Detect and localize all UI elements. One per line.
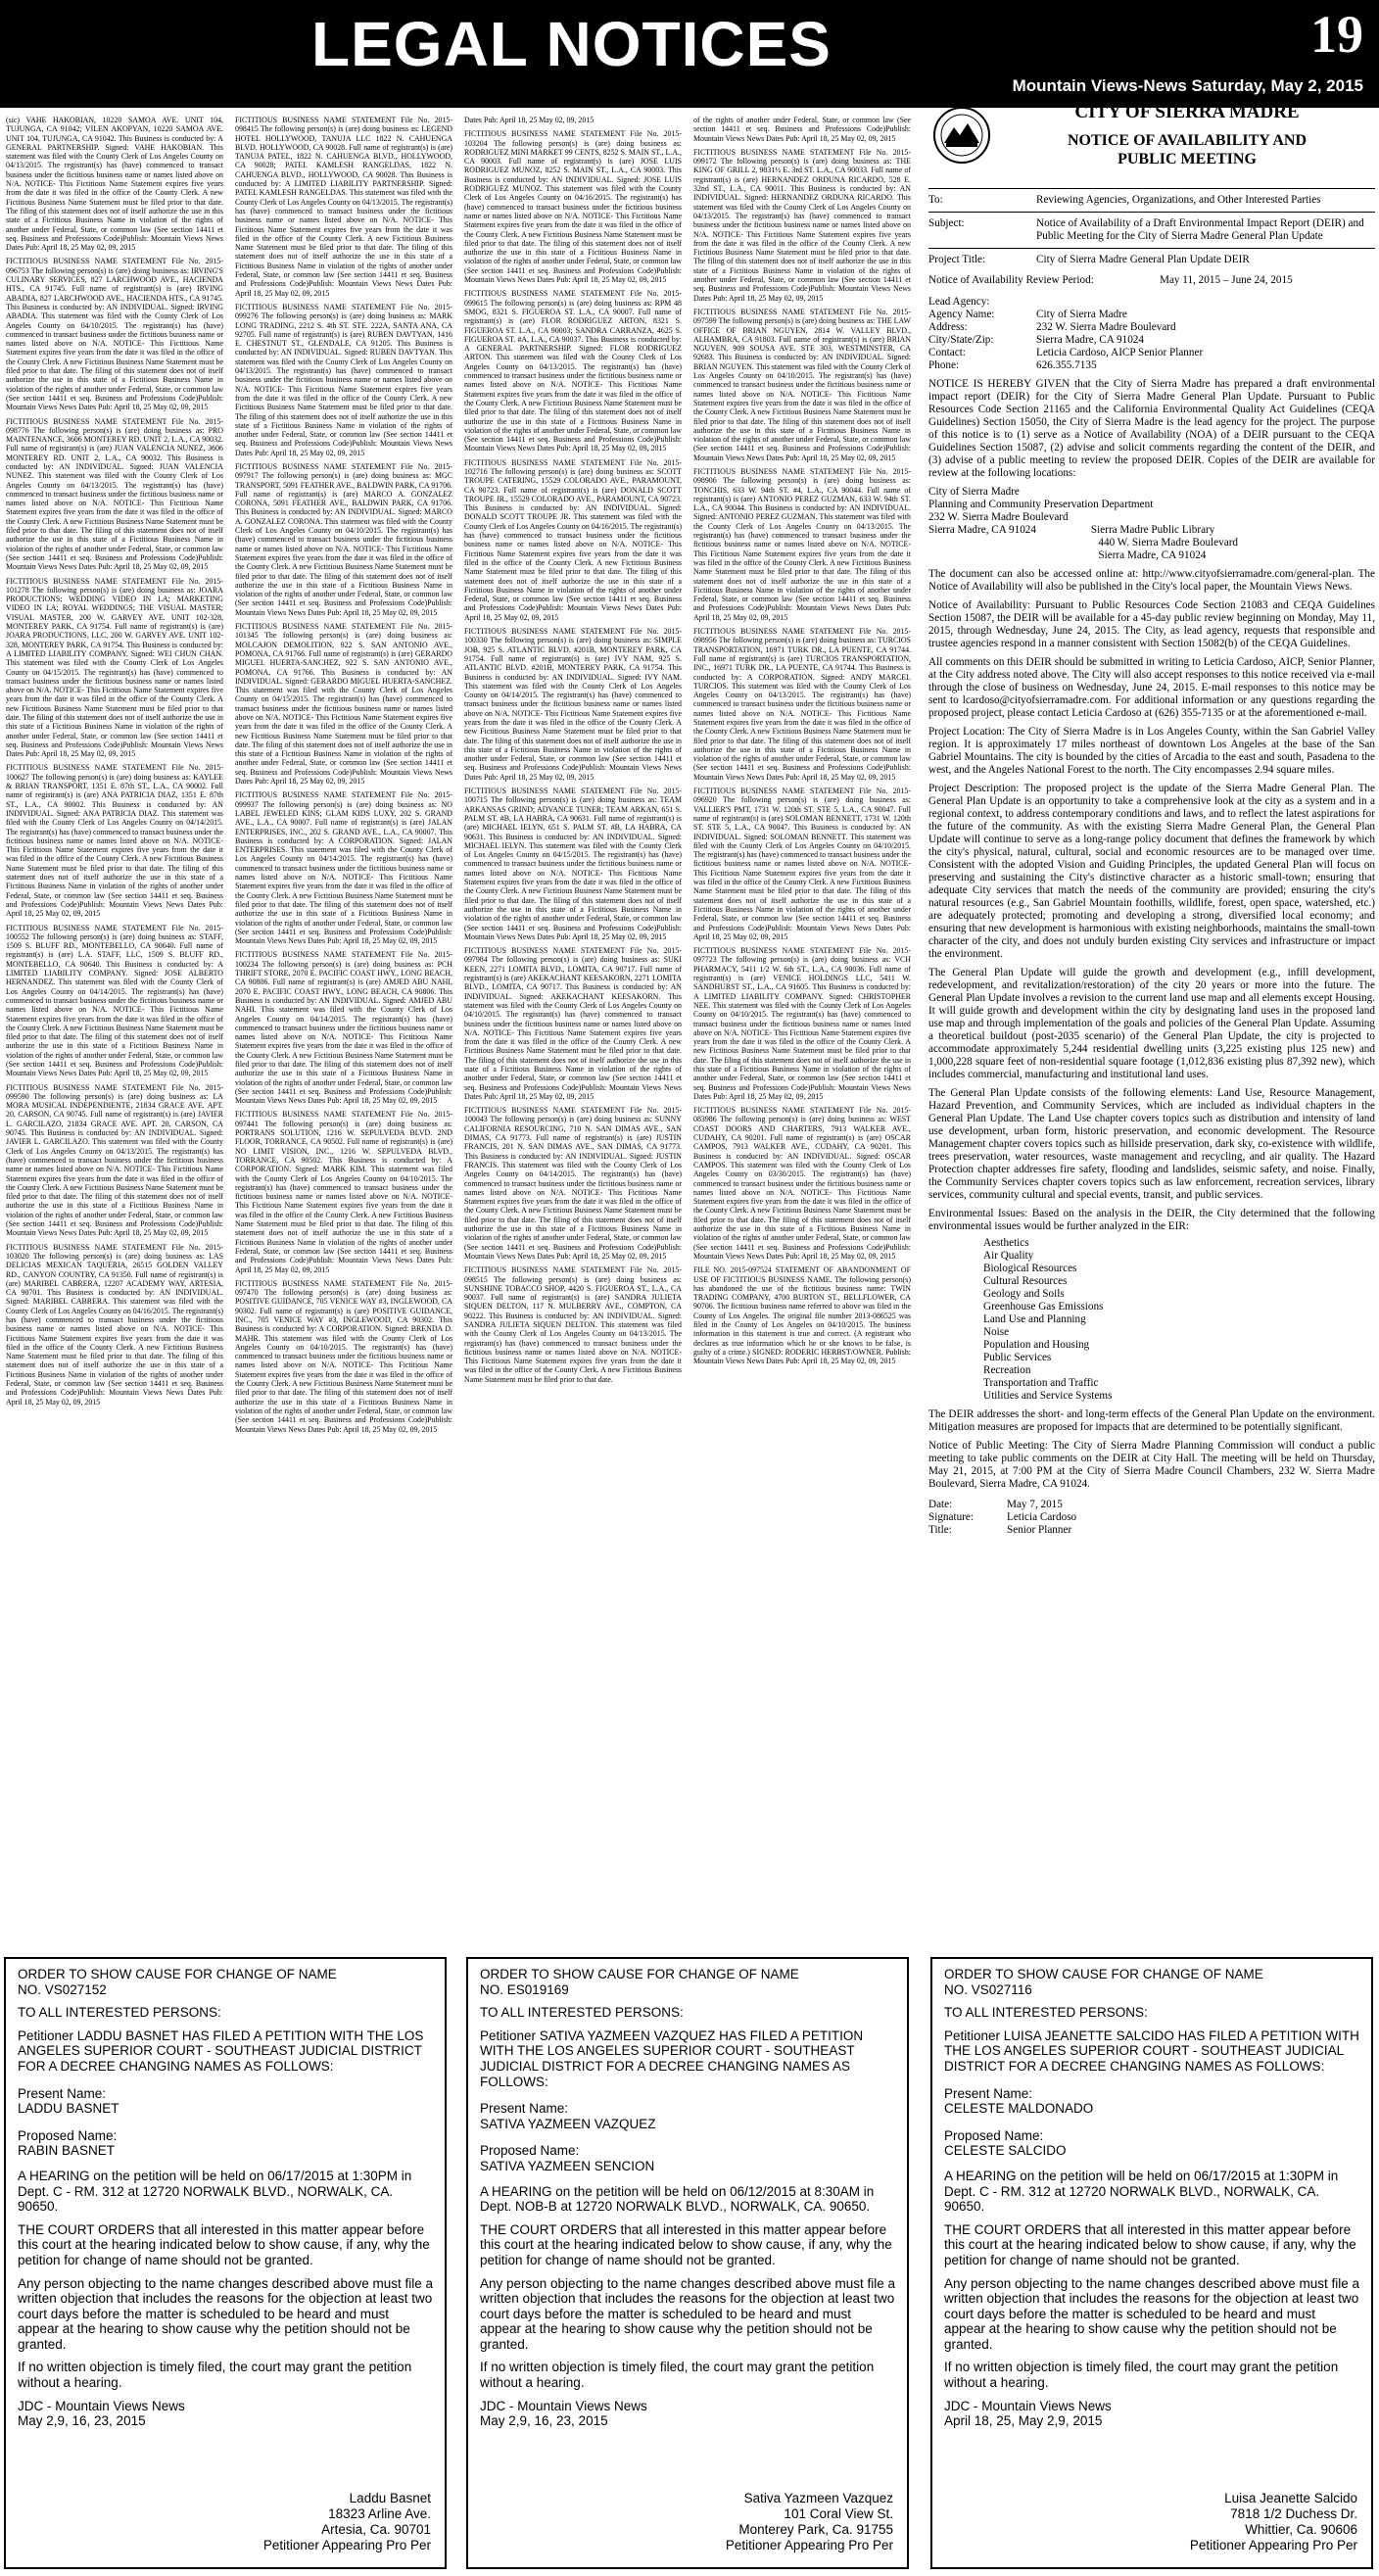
signature-label: Signature: — [928, 1511, 974, 1523]
signature-line: Monterey Park, Ca. 91755 — [738, 2522, 893, 2537]
proposed-name: RABIN BASNET — [18, 2143, 116, 2159]
memo-value: City of Sierra Madre General Plan Update DEIR — [1036, 254, 1250, 265]
fbn-notice: FICTITIOUS BUSINESS NAME STATEMENT File No. 2015-100627 The following person(s) is (are) doing business as: KAYLEE & BRIAN TRANSPORT, 1351 E. 87th ST., L.A., CA 90002. Full name of registrant(s) is (are) ANA PATRICIA DIAZ, 1351 E. 87th ST., L.A., CA 90002. This Business is conducted by: AN INDIVIDUAL. Signed: ANA PATRICIA DIAZ. This statement was filed with the County Clerk of Los Angeles County on 04/14/2015. The registrant(s) has (have) commenced to transact business under the fictitious business name or names listed above on N/A. NOTICE- This Fictitious Name Statement expires five years from the date it was filed in the office of the County Clerk. A new Fictitious Business Name Statement must be filed prior to that date. The filing of this statement does not of itself authorize the use in this state of a Fictitious Business Name in violation of the rights of another under Federal, State, or common law (See section 14411 et seq. Business and Professions Code)Publish: Mountain Views News Dates Pub: April 18, 25 May 02, 09, 2015 — [6, 763, 223, 919]
notice-title-line: NOTICE OF AVAILABILITY AND — [1067, 132, 1308, 149]
agency-label: Address: — [928, 321, 968, 333]
proposed-name: CELESTE SALCIDO — [944, 2143, 1067, 2159]
fbn-notice: of the rights of another under Federal, State, or common law (See section 14411 et seq. Business and Professions Code)Publish: Mountain Views News Dates Pub: April 18, 25 May 02, 09, 2015 — [693, 116, 911, 143]
location-line: City of Sierra Madre — [928, 486, 1020, 498]
signature-value: May 7, 2015 — [1007, 1499, 1063, 1510]
signature-label: Title: — [928, 1524, 952, 1536]
fbn-notice: FICTITIOUS BUSINESS NAME STATEMENT File No. 2015-101278 The following person(s) is (are) doing business as: JOARA PRODUCTIONS; WEDDING VIDEO IN LA; MARKETING VIDEO IN LA; ROYAL WEDDINGS; THE VISUAL MASTER; VISUAL MASTER, 200 W. GARVEY AVE. UNIT 102-328, MONTEREY PARK, CA 91754. Full name of registrant(s) is (are) JOARA PRODUCTIONS, LLC, 200 W. GARVEY AVE. UNIT 102-328, MONTEREY PARK, CA 91754. This Business is conducted by: A LIMITED LIABILITY COMPANY. Signed: WEI CHUN CHAN. This statement was filed with the County Clerk of Los Angeles County on 04/15/2015. The registrant(s) has (have) commenced to transact business under the fictitious business name or names listed above on N/A. NOTICE- This Fictitious Name Statement expires five years from the date it was filed in the office of the County Clerk. A new Fictitious Business Name Statement must be filed prior to that date. The filing of this statement does not of itself authorize the use in this state of a Fictitious Business Name in violation of the rights of another under Federal, State, or common law (See section 14411 et seq. Business and Professions Code)Publish: Mountain Views News Dates Pub: April 18, 25 May 02, 09, 2015 — [6, 576, 223, 759]
lead-agency-heading: Lead Agency: — [928, 296, 990, 308]
osc-heading-text: ORDER TO SHOW CAUSE FOR CHANGE OF NAME — [18, 1967, 337, 1981]
publication-name: JDC - Mountain Views News — [480, 2398, 647, 2413]
divider — [928, 212, 1375, 213]
signature-line: Petitioner Appearing Pro Per — [1189, 2538, 1357, 2552]
memo-value: Reviewing Agencies, Organizations, and Other Interested Parties — [1036, 194, 1321, 206]
agency-label: Contact: — [928, 347, 966, 358]
fbn-notice: FICTITIOUS BUSINESS NAME STATEMENT File No. 2015-099172 The following person(s) is (are) doing business as: THE KING OF GRILL 2, 9831½ E. 3rd ST. L.A., CA 90033. Full name of registrant(s) is (are) HERNANDEZ ORDUNA RICARDO, 528 E. 32nd ST., L.A., CA 90011. This Business is conducted by: AN INDIVIDUAL. Signed: HERNANDEZ ORDUNA RICARDO. This statement was filed with the County Clerk of Los Angeles County on 04/13/2015. The registrant(s) has (have) commenced to transact business under the fictitious business name or names listed above on N/A. NOTICE- This Fictitious Name Statement expires five years from the date it was filed in the office of the County Clerk. A new Fictitious Business Name Statement must be filed prior to that date. The filing of this statement does not of itself authorize the use in this state of a Fictitious Business Name in violation of the rights of another under Federal, State, or common law (See section 14411 et seq. Business and Professions Code)Publish: Mountain Views News Dates Pub: April 18, 25 May 02, 09, 2015 — [693, 147, 911, 303]
environmental-issue: Geology and Soils — [983, 1288, 1065, 1300]
to-all-persons: TO ALL INTERESTED PERSONS: — [18, 2005, 221, 2021]
signature-row — [928, 1511, 1375, 1524]
agency-row — [928, 347, 1375, 359]
fbn-notice: FICTITIOUS BUSINESS NAME STATEMENT File No. 2015-103020 The following person(s) is (are) doing business as: LAS DELICIAS MEXICAN TAQUERIA, 26515 GOLDEN VALLEY RD., CANYON COUNTRY, CA 91350. Full name of registrant(s) is (are) MARIBEL CABRERA, 12207 ACADEMY WAY, ARTESIA, CA 90701. This Business is conducted by: AN INDIVIDUAL. Signed: MARIBEL CABRERA. This statement was filed with the County Clerk of Los Angeles County on 04/16/2015. The registrant(s) has (have) commenced to transact business under the fictitious business name or names listed above on N/A. NOTICE- This Fictitious Name Statement expires five years from the date it was filed in the office of the County Clerk. A new Fictitious Business Name Statement must be filed prior to that date. The filing of this statement does not of itself authorize the use in this state of a Fictitious Business Name in violation of the rights of another under Federal, State, or common law (See section 14411 et seq. Business and Professions Code)Publish: Mountain Views News Dates Pub: April 18, 25 May 02, 09, 2015 — [6, 1242, 223, 1407]
memo-value: May 11, 2015 – June 24, 2015 — [1160, 274, 1293, 286]
name-change-notice — [930, 1957, 1373, 2569]
osc-heading — [480, 1967, 895, 1997]
divider — [928, 188, 1375, 189]
environmental-issue: Biological Resources — [983, 1263, 1077, 1274]
agency-row — [928, 321, 1375, 334]
location-line: Sierra Madre, CA 91024 Sierra Madre Public Library — [928, 524, 1215, 536]
fbn-notice: FICTITIOUS BUSINESS NAME STATEMENT File No. 2015-098906 The following person(s) is (are) doing business as: TONCHIS, 633 W. 94th ST. #4, L.A., CA 90044. Full name of registrant(s) is (are) ANTONIO PEREZ GUZMAN, 633 W. 94th ST. L.A., CA 90044. This Business is conducted by: AN INDIVIDUAL. Signed: ANTONIO PEREZ GUZMAN. This statement was filed with the County Clerk of Los Angeles County on 04/13/2015. The registrant(s) has (have) commenced to transact business under the fictitious business name or names listed above on N/A. NOTICE- This Fictitious Name Statement expires five years from the date it was filed in the office of the County Clerk. A new Fictitious Business Name Statement must be filed prior to that date. The filing of this statement does not of itself authorize the use in this state of a Fictitious Business Name in violation of the rights of another under Federal, State, or common law (See section 14411 et seq. Business and Professions Code)Publish: Mountain Views News Dates Pub: April 18, 25 May 02, 09, 2015 — [693, 466, 911, 622]
agency-value: 232 W. Sierra Madre Boulevard — [1036, 321, 1176, 333]
signature-line: 101 Coral View St. — [784, 2506, 893, 2521]
fbn-notice: FICTITIOUS BUSINESS NAME STATEMENT File No. 2015-100234 The following person(s) is (are) doing business as: PCH THRIFT STORE, 2070 E. PACIFIC COAST HWY., LONG BEACH, CA 90806. Full name of registrant(s) is (are) AMJED ABU NAHI, 2070 E. PACIFIC COAST HWY., LONG BEACH, CA 90806. This Business is conducted by: AN INDIVIDUAL. Signed: AMJED ABU NAHI. This statement was filed with the County Clerk of Los Angeles County on 04/14/2015. The registrant(s) has (have) commenced to transact business under the fictitious business name or names listed above on N/A. NOTICE- This Fictitious Name Statement expires five years from the date it was filed in the office of the County Clerk. A new Fictitious Business Name Statement must be filed prior to that date. The filing of this statement does not of itself authorize the use in this state of a Fictitious Business Name in violation of the rights of another under Federal, State, or common law (See section 14411 et seq. Business and Professions Code)Publish: Mountain Views News Dates Pub: April 18, 25 May 02, 09, 2015 — [235, 950, 452, 1106]
fbn-column-3 — [464, 116, 682, 1947]
agency-label: Phone: — [928, 359, 960, 371]
signature-line: Whittier, Ca. 90606 — [1245, 2522, 1357, 2537]
fbn-notice: FICTITIOUS BUSINESS NAME STATEMENT File No. 2015-097470 The following person(s) is (are) doing business as: POSITIVE GUIDANCE, 705 VENICE WAY #3, INGLEWOOD, CA 90302. Full name of registrant(s) is (are) POSITIVE GUIDANCE, INC., 705 VENICE WAY #3, INGLEWOOD, CA 90302. This Business is conducted by: A CORPORATION. Signed: BRENDA D. MAHR. This statement was filed with the County Clerk of Los Angeles County on 04/10/2015. The registrant(s) has (have) commenced to transact business under the fictitious business name or names listed above on N/A. NOTICE- This Fictitious Name Statement expires five years from the date it was filed in the office of the County Clerk. A new Fictitious Business Name Statement must be filed prior to that date. The filing of this statement does not of itself authorize the use in this state of a Fictitious Business Name in violation of the rights of another under Federal, State, or common law (See section 14411 et seq. Business and Professions Code)Publish: Mountain Views News Dates Pub: April 18, 25 May 02, 09, 2015 — [235, 1278, 452, 1434]
environmental-issue: Land Use and Planning — [983, 1313, 1086, 1325]
city-seal-icon — [932, 106, 991, 165]
objection-text: Any person objecting to the name changes described above must file a written objection that includes the reasons for the objection at least two court days before the matter is scheduled to be heard and must appear at the hearing to show cause why the petition should not be granted. — [18, 2275, 434, 2352]
signature-line: Laddu Basnet — [349, 2491, 431, 2505]
case-number: NO. ES019169 — [480, 1981, 569, 1997]
publication-name: JDC - Mountain Views News — [944, 2398, 1112, 2413]
petitioner-signature — [726, 2491, 893, 2553]
signature-line: 7818 1/2 Duchess Dr. — [1230, 2506, 1357, 2521]
elements-paragraph: The General Plan Update consists of the following elements: Land Use, Resource Management, Hazard Prevention, and Community Services, which are included as individual chapters in the General Plan Update. The Land Use chapter covers topics such as distribution and intensity of land use development, urban form, historic preservation, and economic development. The Resource Management chapter covers topics such as hillside preservation, dark sky, co-existence with wildlife, trees preservation, water resources, waste management and recycling, and air quality. The Hazard Protection chapter addresses fire safety, flooding and landslides, seismic safety, and noise. Finally, the Community Services chapter covers topics such as law enforcement, recreation services, library services, community cultural and special events, transit, and public services. — [928, 1087, 1375, 1201]
proposed-name: SATIVA YAZMEEN SENCION — [480, 2158, 655, 2173]
publication-dates: May 2,9, 16, 23, 2015 — [480, 2413, 608, 2429]
agency-row — [928, 359, 1375, 372]
court-orders-text: THE COURT ORDERS that all interested in this matter appear before this court at the hearing indicated below to show cause, if any, why the petition for change of name should not be granted. — [480, 2221, 892, 2267]
fbn-notice: FICTITIOUS BUSINESS NAME STATEMENT File No. 2015-097441 The following person(s) is (are) doing business as: PORTRANS SOLUTION, 1216 W. SEPULVEDA BLVD. 2ND FLOOR, TORRANCE, CA 90502. Full name of registrant(s) is (are) NO LIMIT VISION, INC., 1216 W. SEPULVEDA BLVD., TORRANCE, CA 90502. This Business is conducted by: A CORPORATION. Signed: MARK KIM. This statement was filed with the County Clerk of Los Angeles County on 04/10/2015. The registrant(s) has (have) commenced to transact business under the fictitious business name or names listed above on N/A. NOTICE- This Fictitious Name Statement expires five years from the date it was filed in the office of the County Clerk. A new Fictitious Business Name Statement must be filed prior to that date. The filing of this statement does not of itself authorize the use in this state of a Fictitious Business Name in violation of the rights of another under Federal, State, or common law (See section 14411 et seq. Business and Professions Code)Publish: Mountain Views News Dates Pub: April 18, 25 May 02, 09, 2015 — [235, 1110, 452, 1274]
present-name-label: Present Name: — [18, 2085, 107, 2101]
growth-paragraph: The General Plan Update will guide the growth and development (e.g., infill development, redevelopment, and revitalization/restoration) of the city 20 years or more into the future. The General Plan Update involves a revision to the current land use map and all elements except Housing. It will guide growth and development within the city by designating land uses in the proposed land use map and through implementation of the goals and policies of the General Plan Update. Assuming a theoretical buildout (post-2035 scenario) of the General Plan Update, the city is projected to accommodate approximately 5,244 residential dwelling units (3,225 existing plus 125 new) and 1,000,228 square feet of non-residential square footage (1,012,836 existing plus 87,392 new), which includes commercial, manufacturing and institutional land uses. — [928, 967, 1375, 1080]
fbn-notice: FICTITIOUS BUSINESS NAME STATEMENT File No. 2015-097599 The following person(s) is (are) doing business as: THE LAW OFFICE OF BRIAN NGUYEN, 2814 W. VALLEY BLVD., ALHAMBRA, CA 91803. Full name of registrant(s) is (are) BRIAN NGUYEN, 909 SOUSA AVE. STE 303, WESTMINSTER, CA 92683. This Business is conducted by: AN INDIVIDUAL. Signed: BRIAN NGUYEN. This statement was filed with the County Clerk of Los Angeles County on 04/10/2015. The registrant(s) has (have) commenced to transact business under the fictitious business name or names listed above on N/A. NOTICE- This Fictitious Name Statement expires five years from the date it was filed in the office of the County Clerk. A new Fictitious Business Name Statement must be filed prior to that date. The filing of this statement does not of itself authorize the use in this state of a Fictitious Business Name in violation of the rights of another under Federal, State, or common law (See section 14411 et seq. Business and Professions Code)Publish: Mountain Views News Dates Pub: April 18, 25 May 02, 09, 2015 — [693, 307, 911, 462]
location-paragraph: Project Location: The City of Sierra Madre is in Los Angeles County, within the San Gabriel Valley region. It is approximately 17 miles northeast of downtown Los Angeles at the base of the San Gabriel Mountains. The city is bounded by the cities of Arcadia to the east and south, Pasadena to the west, and the Angeles National Forest to the north. The City encompasses 2.94 square miles. — [928, 726, 1375, 776]
fbn-notice: FICTITIOUS BUSINESS NAME STATEMENT File No. 2015-096920 The following person(s) is (are) doing business as: VALLIER'S PMT, 1731 W. 120th ST. STE 5, L.A., CA 90047. Full name of registrant(s) is (are) SOLOMAN BENNETT, 1731 W. 120th ST. STE 5, L.A., CA 90047. This Business is conducted by: AN INDIVIDUAL. Signed: SOLOMAN BENNETT. This statement was filed with the County Clerk of Los Angeles County on 04/10/2015. The registrant(s) has (have) commenced to transact business under the fictitious business name or names listed above on N/A. NOTICE- This Fictitious Name Statement expires five years from the date it was filed in the office of the County Clerk. A new Fictitious Business Name Statement must be filed prior to that date. The filing of this statement does not of itself authorize the use in this state of a Fictitious Business Name in violation of the rights of another under Federal, State, or common law (See section 14411 et seq. Business and Professions Code)Publish: Mountain Views News Dates Pub: April 18, 25 May 02, 09, 2015 — [693, 787, 911, 941]
present-name-label: Present Name: — [944, 2085, 1033, 2101]
issues-paragraph: Environmental Issues: Based on the analysis in the DEIR, the City determined that the following environmental issues would be further analyzed in the EIR: — [928, 1208, 1375, 1232]
memo-subject — [928, 216, 1375, 244]
no-objection-text: If no written objection is timely filed, the court may grant the petition without a hearing. — [18, 2360, 412, 2391]
signature-line: Petitioner Appearing Pro Per — [262, 2538, 431, 2552]
page-number: 19 — [1310, 5, 1363, 64]
court-orders-text: THE COURT ORDERS that all interested in this matter appear before this court at the hearing indicated below to show cause, if any, why the petition for change of name should not be granted. — [18, 2221, 430, 2267]
environmental-issue: Public Services — [983, 1352, 1052, 1363]
present-name-label: Present Name: — [480, 2101, 569, 2117]
comments-paragraph: All comments on this DEIR should be submitted in writing to Leticia Cardoso, AICP, Senior Planner, at the City address noted above. The City will also accept responses to this notice received via e-mail through the close of business on Wednesday, June 24, 2015. E-mail responses to this notice may be sent to lcardoso@cityofsierramadre.com. For additional information or any questions regarding the proposed project, please contact Leticia Cardoso at (626) 355-7135 or at the aforementioned e-mail. — [928, 656, 1375, 719]
fbn-notice: FICTITIOUS BUSINESS NAME STATEMENT File No. 2015-099590 The following person(s) is (are) doing business as: LA MORA MUSICAL INDEPENDIENTE, 21834 GRACE AVE. APT. 20, CARSON, CA 90745. Full name of registrant(s) is (are) JAVIER L. GARCILAZO, 21834 GRACE AVE. APT. 20, CARSON, CA 90745. This Business is conducted by: AN INDIVIDUAL. Signed: JAVIER L. GARCILAZO. This statement was filed with the County Clerk of Los Angeles County on 04/13/2015. The registrant(s) has (have) commenced to transact business under the fictitious business name or names listed above on N/A. NOTICE- This Fictitious Name Statement expires five years from the date it was filed in the office of the County Clerk. A new Fictitious Business Name Statement must be filed prior to that date. The filing of this statement does not of itself authorize the use in this state of a Fictitious Business Name in violation of the rights of another under Federal, State, or common law (See section 14411 et seq. Business and Professions Code)Publish: Mountain Views News Dates Pub: April 18, 25 May 02, 09, 2015 — [6, 1082, 223, 1238]
online-paragraph: The document can also be accessed online at: http://www.cityofsierramadre.com/general-plan. The Notice of Availability will also be published in the City's local paper, the Mountain Views News. — [928, 568, 1375, 593]
present-name: CELESTE MALDONADO — [944, 2101, 1094, 2117]
no-objection-text: If no written objection is timely filed, the court may grant the petition without a hearing. — [480, 2360, 875, 2391]
agency-label: Agency Name: — [928, 309, 995, 320]
signature-block — [928, 1499, 1375, 1537]
fbn-notice: FICTITIOUS BUSINESS NAME STATEMENT File No. 2015-099937 The following person(s) is (are) doing business as: NO LABEL JEWELED KINS; GLAM KIDS LUXY, 202 S. GRAND AVE., L.A., CA 90007. Full name of registrant(s) is (are) JALAN ENTERPRISES, INC., 202 S. GRAND AVE., L.A., CA 90007. This Business is conducted by: A CORPORATION. Signed: JALAN ENTERPRISES. This statement was filed with the County Clerk of Los Angeles County on 04/14/2015. The registrant(s) has (have) commenced to transact business under the fictitious business name or names listed above on N/A. NOTICE- This Fictitious Name Statement expires five years from the date it was filed in the office of the County Clerk. A new Fictitious Business Name Statement must be filed prior to that date. The filing of this statement does not of itself authorize the use in this state of a Fictitious Business Name in violation of the rights of another under Federal, State, or common law (See section 14411 et seq. Business and Professions Code)Publish: Mountain Views News Dates Pub: April 18, 25 May 02, 09, 2015 — [235, 790, 452, 946]
fbn-notice: FICTITIOUS BUSINESS NAME STATEMENT File No. 2015-100043 The following person(s) is (are) doing business as: SUNNY CALIFORNIA RESOURCING, 710 N. SAN DIMAS AVE., SAN DIMAS, CA 91773. Full name of registrant(s) is (are) JUSTIN FRANCIS, 201 N. SAN DIMAS AVE., SAN DIMAS, CA 91773. This Business is conducted by: AN INDIVIDUAL. Signed: JUSTIN FRANCIS. This statement was filed with the County Clerk of Los Angeles County on 04/14/2015. The registrant(s) has (have) commenced to transact business under the fictitious business name or names listed above on N/A. NOTICE- This Fictitious Name Statement expires five years from the date it was filed in the office of the County Clerk. A new Fictitious Business Name Statement must be filed prior to that date. The filing of this statement does not of itself authorize the use in this state of a Fictitious Business Name in violation of the rights of another under Federal, State, or common law (See section 14411 et seq. Business and Professions Code)Publish: Mountain Views News Dates Pub: April 18, 25 May 02, 09, 2015 — [464, 1106, 682, 1261]
location-line: 440 W. Sierra Madre Boulevard — [928, 537, 1239, 549]
signature-value: Leticia Cardoso — [1007, 1511, 1077, 1523]
fbn-notice: FICTITIOUS BUSINESS NAME STATEMENT File No. 2015-098415 The following person(s) is (are) doing business as: LEGEND HOTEL HOLLYWOOD, TANUJA LLC 1822 N. CAHUENGA BLVD. HOLLYWOOD, CA 90028. Full name of registrant(s) is (are) TANUJA PATEL, 1822 N. CAHUENGA BLVD., HOLLYWOOD, CA 90028; PATEL KAMLESH RANGELDAS, 1822 N. CAHUENGA BLVD., HOLLYWOOD, CA 90028. This Business is conducted by: A LIMITED LIABILITY PARTNERSHIP. Signed: PATEL KAMLESH RANGELDAS. This statement was filed with the County Clerk of Los Angeles County on 04/13/2015. The registrant(s) has (have) commenced to transact business under the fictitious business name or names listed above on N/A. NOTICE- This Fictitious Name Statement expires five years from the date it was filed in the office of the County Clerk. A new Fictitious Business Name Statement must be filed prior to that date. The filing of this statement does not of itself authorize the use in this state of a Fictitious Business Name in violation of the rights of another under Federal, State, or common law (See section 14411 et seq. Business and Professions Code)Publish: Mountain Views News Dates Pub: April 18, 25 May 02, 09, 2015 — [235, 116, 452, 298]
fbn-notice: FICTITIOUS BUSINESS NAME STATEMENT File No. 2015-101345 The following person(s) is (are) doing business as: MOLCAJON DEMOLITION, 922 S. SAN ANTONIO AVE., POMONA, CA 91766. Full name of registrant(s) is (are) GERARDO MIGUEL HUERTA-SANCHEZ, 922 S. SAN ANTONIO AVE., POMONA, CA 91766. This Business is conducted by: AN INDIVIDUAL. Signed: GERARDO MIGUEL HUERTA-SANCHEZ. This statement was filed with the County Clerk of Los Angeles County on 04/15/2015. The registrant(s) has (have) commenced to transact business under the fictitious business name or names listed above on N/A. NOTICE- This Fictitious Name Statement expires five years from the date it was filed in the office of the County Clerk. A new Fictitious Business Name Statement must be filed prior to that date. The filing of this statement does not of itself authorize the use in this state of a Fictitious Business Name in violation of the rights of another under Federal, State, or common law (See section 14411 et seq. Business and Professions Code)Publish: Mountain Views News Dates Pub: April 18, 25 May 02, 09, 2015 — [235, 622, 452, 787]
objection-text: Any person objecting to the name changes described above must file a written objection that includes the reasons for the objection at least two court days before the matter is scheduled to be heard and must appear at the hearing to show cause why the petition should not be granted. — [480, 2275, 896, 2352]
divider — [928, 248, 1375, 249]
signature-line: 18323 Arline Ave. — [328, 2506, 431, 2521]
environmental-issues-list — [983, 1237, 1375, 1403]
objection-text: Any person objecting to the name changes described above must file a written objection that includes the reasons for the objection at least two court days before the matter is scheduled to be heard and must appear at the hearing to show cause why the petition should not be granted. — [944, 2275, 1360, 2352]
agency-value: City of Sierra Madre — [1036, 309, 1127, 320]
memo-label: Project Title: — [928, 254, 986, 265]
memo-label: Subject: — [928, 217, 965, 229]
publication-info — [480, 2399, 895, 2429]
proposed-name-label: Proposed Name: — [18, 2127, 118, 2143]
fbn-column-2 — [235, 116, 452, 1947]
location-line: 232 W. Sierra Madre Boulevard — [928, 511, 1069, 523]
osc-heading-text: ORDER TO SHOW CAUSE FOR CHANGE OF NAME — [480, 1967, 799, 1981]
document-locations — [928, 486, 1375, 562]
signature-row — [928, 1499, 1375, 1511]
dateline: Mountain Views-News Saturday, May 2, 2015 — [1012, 76, 1363, 95]
proposed-name-label: Proposed Name: — [944, 2127, 1044, 2143]
memo-project-title — [928, 253, 1375, 267]
availability-paragraph: Notice of Availability: Pursuant to Public Resources Code Section 21083 and CEQA Guidelines Section 15087, the DEIR will be available for a 45-day public review beginning on Monday, May 11, 2015, through Wednesday, June 24, 2015. The City, as lead agency, requests that responsible and trustee agencies respond in a manner consistent with Section 15082(b) of the CEQA Guidelines. — [928, 599, 1375, 649]
environmental-issue: Transportation and Traffic — [983, 1377, 1099, 1389]
notice-paragraph: NOTICE IS HEREBY GIVEN that the City of Sierra Madre has prepared a draft environmental impact report (DEIR) for the City of Sierra Madre General Plan Update. Pursuant to Public Resources Code Section 21165 and the California Environmental Quality Act Guidelines (CEQA Guidelines) Section 15050, the City of Sierra Madre is the lead agency for the project. The purpose of this notice is to (1) serve as a Notice of Availability (NOA) of a DEIR pursuant to the CEQA Guidelines Section 15087, (2) advise and solicit comments regarding the content of the DEIR, and (3) advise of a public meeting to review the proposed DEIR. Copies of the DEIR are available for review at the following locations: — [928, 378, 1375, 479]
fbn-notice: FICTITIOUS BUSINESS NAME STATEMENT File No. 2015-103204 The following person(s) is (are) doing business as: RODRIGUEZ MINI MARKET 99 CENTS, 8252 S. MAIN ST., L.A., CA 90003. Full name of registrant(s) is (are) JOSE LUIS RODRIGUEZ MUNOZ, 8252 S. MAIN ST., L.A., CA 90003. This Business is conducted by: AN INDIVIDUAL. Signed: JOSE LUIS RODRIGUEZ MUNOZ. This statement was filed with the County Clerk of Los Angeles County on 04/16/2015. The registrant(s) has (have) commenced to transact business under the fictitious business name or names listed above on N/A. NOTICE- This Fictitious Name Statement expires five years from the date it was filed in the office of the County Clerk. A new Fictitious Business Name Statement must be filed prior to that date. The filing of this statement does not of itself authorize the use in this state of a Fictitious Business Name in violation of the rights of another under Federal, State, or common law (See section 14411 et seq. Business and Professions Code)Publish: Mountain Views News Dates Pub: April 18, 25 May 02, 09, 2015 — [464, 129, 682, 285]
petition-text: Petitioner LUISA JEANETTE SALCIDO HAS FILED A PETITION WITH THE LOS ANGELES SUPERIOR COURT - SOUTHEAST JUDICIAL DISTRICT FOR A DECREE CHANGING NAMES AS FOLLOWS: — [944, 2027, 1359, 2074]
fbn-notice: FICTITIOUS BUSINESS NAME STATEMENT File No. 2015-097723 The following person(s) is (are) doing business as: VCH PHARMACY, 5411 1/2 W. 6th ST., L.A., CA 90036. Full name of registrant(s) is (are) VENICE HOLDINGS LLC, 5411 W. SANDHURST ST., L.A., CA 91605. This Business is conducted by: A LIMITED LIABILITY COMPANY. Signed: CHRISTOPHER NEE. This statement was filed with the County Clerk of Los Angeles County on 04/10/2015. The registrant(s) has (have) commenced to transact business under the fictitious business name or names listed above on N/A. NOTICE- This Fictitious Name Statement expires five years from the date it was filed in the office of the County Clerk. A new Fictitious Business Name Statement must be filed prior to that date. The filing of this statement does not of itself authorize the use in this state of a Fictitious Business Name in violation of the rights of another under Federal, State, or common law (See section 14411 et seq. Business and Professions Code)Publish: Mountain Views News Dates Pub: April 18, 25 May 02, 09, 2015 — [693, 946, 911, 1101]
fbn-notice: FICTITIOUS BUSINESS NAME STATEMENT File No. 2015-083986 The following person(s) is (are) doing business as: WEST COAST DOORS AND CHARTERS, 7913 WALKER AVE., CUDAHY, CA 90201. Full name of registrant(s) is (are) OSCAR CAMPOS, 7913 WALKER AVE., CUDAHY, CA 90201. This Business is conducted by: AN INDIVIDUAL. Signed: OSCAR CAMPOS. This statement was filed with the County Clerk of Los Angeles County on 03/30/2015. The registrant(s) has (have) commenced to transact business under the fictitious business name or names listed above on N/A. NOTICE- This Fictitious Name Statement expires five years from the date it was filed in the office of the County Clerk. A new Fictitious Business Name Statement must be filed prior to that date. The filing of this statement does not of itself authorize the use in this state of a Fictitious Business Name in violation of the rights of another under Federal, State, or common law (See section 14411 et seq. Business and Professions Code)Publish: Mountain Views News Dates Pub: April 18, 25 May 02, 09, 2015 — [693, 1106, 911, 1261]
environmental-issue: Recreation — [983, 1364, 1031, 1376]
osc-heading-text: ORDER TO SHOW CAUSE FOR CHANGE OF NAME — [944, 1967, 1263, 1981]
hearing-text: A HEARING on the petition will be held on 06/12/2015 at 8:30AM in Dept. NOB-B at 12720 NORWALK BLVD., NORWALK, CA. 90650. — [480, 2183, 875, 2215]
petitioner-signature — [1190, 2491, 1357, 2553]
signature-line: Sativa Yazmeen Vazquez — [743, 2491, 893, 2505]
description-paragraph: Project Description: The proposed project is the update of the Sierra Madre General Plan. The General Plan Update is an opportunity to take a comprehensive look at the city as a system and in a regional context, to address contemporary conditions and laws, and to reflect the latest aspirations for the future of the community. As with the existing Sierra Madre General Plan, the General Plan Update will continue to serve as a long-range policy document that defines the framework by which the city's physical, natural, cultural, social and economic resources are to be managed over time. Consistent with the adopted Vision and Guiding Principles, the updated General Plan will focus on preserving and sustaining the City's distinctive character as a historic small-town; ensuring that adequate City services that match the needs of the community are provided; ensuring the city's natural resources (e.g., San Gabriel Mountain foothills, wildlife, forest, open space, watershed, etc.) are adequately protected; promoting and developing a strong, diversified local economy; and ensuring that new development is harmonious with existing neighborhoods, maintains the small-town character of the city, and does not unduly burden existing City services and infrastructure or impact the environment. — [928, 783, 1375, 960]
agency-label: City/State/Zip: — [928, 334, 994, 346]
signature-line: Petitioner Appearing Pro Per — [725, 2538, 893, 2552]
agency-value: Leticia Cardoso, AICP Senior Planner — [1036, 347, 1204, 358]
case-number: NO. VS027152 — [18, 1981, 107, 1997]
memo-review-period — [928, 273, 1375, 288]
fbn-column-4 — [693, 116, 911, 1947]
section-title: LEGAL NOTICES — [311, 9, 832, 79]
environmental-issue: Utilities and Service Systems — [983, 1390, 1113, 1402]
signature-label: Date: — [928, 1499, 953, 1510]
location-line: Planning and Community Preservation Department — [928, 499, 1154, 510]
to-all-persons: TO ALL INTERESTED PERSONS: — [480, 2005, 684, 2021]
agency-value: Sierra Madre, CA 91024 — [1036, 334, 1144, 346]
fbn-notice: (sic) VAHE HAKOBIAN, 10220 SAMOA AVE. UNIT 104, TUJUNGA, CA 91042; VILEN AKOPYAN, 10220 SAMOA AVE. UNIT 104, TUJUNGA, CA 91042. This Business is conducted by: A GENERAL PARTNERSHIP. Signed: VAHE HAKOBIAN. This statement was filed with the County Clerk of Los Angeles County on 04/13/2015. The registrant(s) has (have) commenced to transact business under the fictitious business name or names listed above on N/A. NOTICE- This Fictitious Name Statement expires five years from the date it was filed in the office of the County Clerk. A new Fictitious Business Name Statement must be filed prior to that date. The filing of this statement does not of itself authorize the use in this state of a Fictitious Business Name in violation of the rights of another under Federal, State, or common law (See section 14411 et seq. Business and Professions Code)Publish: Mountain Views News Dates Pub: April 18, 25 May 02, 09, 2015 — [6, 116, 223, 253]
environmental-issue: Cultural Resources — [983, 1275, 1068, 1287]
location-line: Sierra Madre, CA 91024 — [928, 549, 1207, 561]
agency-row — [928, 309, 1375, 321]
notice-title — [1001, 131, 1373, 168]
fbn-column-1 — [6, 116, 223, 1947]
fbn-notice: FICTITIOUS BUSINESS NAME STATEMENT File No. 2015-098776 The following person(s) is (are) doing business as: PRO MAINTENANCE, 3606 MONTEREY RD. UNIT 2, L.A., CA 90032. Full name of registrant(s) is (are) JUAN VALENCIA NUNEZ, 3606 MONTEREY RD. UNIT 2, L.A., CA 90032. This Business is conducted by: AN INDIVIDUAL. Signed: JUAN VALENCIA NUNEZ. This statement was filed with the County Clerk of Los Angeles County on 04/13/2015. The registrant(s) has (have) commenced to transact business under the fictitious business name or names listed above on N/A. NOTICE- This Fictitious Name Statement expires five years from the date it was filed in the office of the County Clerk. A new Fictitious Business Name Statement must be filed prior to that date. The filing of this statement does not of itself authorize the use in this state of a Fictitious Business Name in violation of the rights of another under Federal, State, or common law (See section 14411 et seq. Business and Professions Code)Publish: Mountain Views News Dates Pub: April 18, 25 May 02, 09, 2015 — [6, 416, 223, 572]
memo-label: Notice of Availability Review Period: — [928, 274, 1094, 286]
agency-row — [928, 334, 1375, 347]
environmental-issue: Aesthetics — [983, 1237, 1029, 1249]
publication-name: JDC - Mountain Views News — [18, 2398, 185, 2413]
fbn-notice: FICTITIOUS BUSINESS NAME STATEMENT File No. 2015-099276 The following person(s) is (are) doing business as: MARK LONG TRADING, 2212 S. 4th ST. STE. 222A, SANTA ANA, CA 92705. Full name of registrant(s) is (are) RUBEN DAVTYAN, 1416 E. CHESTNUT ST., GLENDALE, CA 91205. This Business is conducted by: AN INDIVIDUAL. Signed: RUBEN DAVTYAN. This statement was filed with the County Clerk of Los Angeles County on 04/13/2015. The registrant(s) has (have) commenced to transact business under the fictitious business name or names listed above on N/A. NOTICE- This Fictitious Name Statement expires five years from the date it was filed in the office of the County Clerk. A new Fictitious Business Name Statement must be filed prior to that date. The filing of this statement does not of itself authorize the use in this state of a Fictitious Business Name in violation of the rights of another under Federal, State, or common law (See section 14411 et seq. Business and Professions Code)Publish: Mountain Views News Dates Pub: April 18, 25 May 02, 09, 2015 — [235, 302, 452, 457]
fbn-notice: FICTITIOUS BUSINESS NAME STATEMENT File No. 2015-100330 The following person(s) is (are) doing business as: SIMPLE JOB, 925 S. ATLANTIC BLVD. #201B, MONTEREY PARK, CA 91754. Full name of registrant(s) is (are) IVY NAM, 925 S. ATLANTIC BLVD. #201B, MONTEREY PARK, CA 91754. This Business is conducted by: AN INDIVIDUAL. Signed: IVY NAM. This statement was filed with the County Clerk of Los Angeles County on 04/14/2015. The registrant(s) has (have) commenced to transact business under the fictitious business name or names listed above on N/A. NOTICE- This Fictitious Name Statement expires five years from the date it was filed in the office of the County Clerk. A new Fictitious Business Name Statement must be filed prior to that date. The filing of this statement does not of itself authorize the use in this state of a Fictitious Business Name in violation of the rights of another under Federal, State, or common law (See section 14411 et seq. Business and Professions Code)Publish: Mountain Views News Dates Pub: April 18, 25 May 02, 09, 2015 — [464, 627, 682, 782]
environmental-issue: Noise — [983, 1326, 1010, 1338]
name-change-notice — [466, 1957, 909, 2569]
to-all-persons: TO ALL INTERESTED PERSONS: — [944, 2005, 1148, 2021]
environmental-issue: Population and Housing — [983, 1339, 1090, 1351]
hearing-text: A HEARING on the petition will be held on 06/17/2015 at 1:30PM in Dept. C - RM. 312 at 12720 NORWALK BLVD., NORWALK, CA. 90650. — [18, 2168, 412, 2215]
present-name: SATIVA YAZMEEN VAZQUEZ — [480, 2116, 656, 2131]
notice-title-line: PUBLIC MEETING — [1117, 151, 1257, 167]
fbn-notice: Dates Pub: April 18, 25 May 02, 09, 2015 — [464, 116, 594, 124]
fbn-notice: FICTITIOUS BUSINESS NAME STATEMENT File No. 2015-096753 The following person(s) is (are) doing business as: IRVING'S CULINARY SERVICES, 827 LARCHWOOD AVE., HACIENDA HTS., CA 91745. Full name of registrant(s) is (are) IRVING ABADIA, 827 LARCHWOOD AVE., HACIENDA HTS., CA 91745. This Business is conducted by: AN INDIVIDUAL. Signed: IRVING ABADIA. This statement was filed with the County Clerk of Los Angeles County on 04/10/2015. The registrant(s) has (have) commenced to transact business under the fictitious business name or names listed above on N/A. NOTICE- This Fictitious Name Statement expires five years from the date it was filed in the office of the County Clerk. A new Fictitious Business Name Statement must be filed prior to that date. The filing of this statement does not of itself authorize the use in this state of a Fictitious Business Name in violation of the rights of another under Federal, State, or common law (See section 14411 et seq. Business and Professions Code)Publish: Mountain Views News Dates Pub: April 18, 25 May 02, 09, 2015 — [6, 257, 223, 412]
city-notice-body — [928, 184, 1375, 1537]
signature-row — [928, 1524, 1375, 1537]
publication-info — [944, 2399, 1359, 2429]
hearing-text: A HEARING on the petition will be held on 06/17/2015 at 1:30PM in Dept. C - RM. 312 at 12720 NORWALK BLVD., NORWALK, CA. 90650. — [944, 2168, 1339, 2215]
lead-agency-list — [928, 309, 1375, 372]
osc-heading — [18, 1967, 433, 1997]
petition-text: Petitioner LADDU BASNET HAS FILED A PETITION WITH THE LOS ANGELES SUPERIOR COURT - SOUTHEAST JUDICIAL DISTRICT FOR A DECREE CHANGING NAMES AS FOLLOWS: — [18, 2027, 424, 2074]
impacts-paragraph: The DEIR addresses the short- and long-term effects of the General Plan Update on the environment. Mitigation measures are proposed for impacts that are determined to be potentially significant. — [928, 1408, 1375, 1433]
present-name: LADDU BASNET — [18, 2101, 119, 2117]
fbn-notice: FICTITIOUS BUSINESS NAME STATEMENT File No. 2015-100715 The following person(s) is (are) doing business as: TEAM ARKANSAS GRIND; ADVANCE TUNER; TEAM ARKAN, 651 S. PALM ST. #B, LA HABRA, CA 90631. Full name of registrant(s) is (are) MICHAEL IELYN, 651 S. PALM ST. #B, LA HABRA, CA 90631. This Business is conducted by: AN INDIVIDUAL. Signed: MICHAEL IELYN. This statement was filed with the County Clerk of Los Angeles County on 04/15/2015. The registrant(s) has (have) commenced to transact business under the fictitious business name or names listed above on N/A. NOTICE- This Fictitious Name Statement expires five years from the date it was filed in the office of the County Clerk. A new Fictitious Business Name Statement must be filed prior to that date. The filing of this statement does not of itself authorize the use in this state of a Fictitious Business Name in violation of the rights of another under Federal, State, or common law (See section 14411 et seq. Business and Professions Code)Publish: Mountain Views News Dates Pub: April 18, 25 May 02, 09, 2015 — [464, 787, 682, 941]
fbn-notice: FICTITIOUS BUSINESS NAME STATEMENT File No. 2015-098515 The following person(s) is (are) doing business as: SUNSHINE TOBACCO SHOP, 4420 S. FIGUEROA ST., L.A., CA 90037. Full name of registrant(s) is (are) SANDRA JULIETA SIQUEN DELTON, 117 N. MULBERRY AVE., COMPTON, CA 90222. This Business is conducted by: AN INDIVIDUAL. Signed: SANDRA JULIETA SIQUEN DELTON. This statement was filed with the County Clerk of Los Angeles County on 04/13/2015. The registrant(s) has (have) commenced to transact business under the fictitious business name or names listed above on N/A. NOTICE- This Fictitious Name Statement expires five years from the date it was filed in the office of the County Clerk. A new Fictitious Business Name Statement must be filed prior to that date. — [464, 1265, 682, 1384]
fbn-notice: FICTITIOUS BUSINESS NAME STATEMENT File No. 2015-098956 The following person(s) is (are) doing business as: TURCIOS TRANSPORTATION, 16971 TURK DR., LA PUENTE, CA 91744. Full name of registrant(s) is (are) TURCIOS TRANSPORTATION, INC., 16971 TURK DR., LA PUENTE, CA 91744. This Business is conducted by: A CORPORATION. Signed: ANDY MARCEL TURCIOS. This statement was filed with the County Clerk of Los Angeles County on 04/13/2015. The registrant(s) has (have) commenced to transact business under the fictitious business name or names listed above on N/A. NOTICE- This Fictitious Name Statement expires five years from the date it was filed in the office of the County Clerk. A new Fictitious Business Name Statement must be filed prior to that date. The filing of this statement does not of itself authorize the use in this state of a Fictitious Business Name in violation of the rights of another under Federal, State, or common law (See section 14411 et seq. Business and Professions Code)Publish: Mountain Views News Dates Pub: April 18, 25 May 02, 09, 2015 — [693, 627, 911, 782]
publication-info — [18, 2399, 433, 2429]
fbn-notice: FICTITIOUS BUSINESS NAME STATEMENT File No. 2015-102716 The following person(s) is (are) doing business as: SCOTT TROUPE CATERING, 15529 COLORADO AVE., PARAMOUNT, CA 90723. Full name of registrant(s) is (are) DONALD SCOTT TROUPE JR., 15529 COLORADO AVE., PARAMOUNT, CA 90723. This Business is conducted by: AN INDIVIDUAL. Signed: DONALD SCOTT TROUPE JR. This statement was filed with the County Clerk of Los Angeles County on 04/16/2015. The registrant(s) has (have) commenced to transact business under the fictitious business name or names listed above on N/A. NOTICE- This Fictitious Name Statement expires five years from the date it was filed in the office of the County Clerk. A new Fictitious Business Name Statement must be filed prior to that date. The filing of this statement does not of itself authorize the use in this state of a Fictitious Business Name in violation of the rights of another under Federal, State, or common law (See section 14411 et seq. Business and Professions Code)Publish: Mountain Views News Dates Pub: April 18, 25 May 02, 09, 2015 — [464, 457, 682, 622]
meeting-paragraph: Notice of Public Meeting: The City of Sierra Madre Planning Commission will conduct a public meeting to take public comments on the DEIR at City Hall. The meeting will be held on Thursday, May 21, 2015, at 7:00 PM at the City of Sierra Madre Council Chambers, 232 W. Sierra Madre Boulevard, Sierra Madre, CA 91024. — [928, 1440, 1375, 1490]
masthead — [0, 0, 1379, 108]
petitioner-signature — [263, 2491, 431, 2553]
city-notice — [928, 106, 1375, 1952]
memo-value: Notice of Availability of a Draft Environmental Impact Report (DEIR) and Public Meeting for the City of Sierra Madre General Plan Update — [1036, 217, 1364, 242]
petition-text: Petitioner SATIVA YAZMEEN VAZQUEZ HAS FILED A PETITION WITH THE LOS ANGELES SUPERIOR COURT - SOUTHEAST JUDICIAL DISTRICT FOR A DECREE CHANGING NAMES AS FOLLOWS: — [480, 2027, 864, 2089]
fbn-notice: FILE NO. 2015-097524 STATEMENT OF ABANDONMENT OF USE OF FICTITIOUS BUSINESS NAME. The following person(s) has abandoned the use of the fictitious business name: TWIN TRADING COMPANY, 4700 BURTON ST., BELLFLOWER, CA 90706. The fictitious business name referred to above was filed in the County of Los Angeles. The original file number 2013-086525 was filed in the County of Los Angeles on 04/10/2015. The business information in this statement is true and correct. (A registrant who declares as true information which he or she knows to be false, is guilty of a crime.) SIGNED: RODERIC HERBST/OWNER. Publish: Mountain Views News Dates Pub: April 18, 25 May 02, 09, 2015 — [693, 1265, 911, 1366]
name-change-notice — [4, 1957, 447, 2569]
signature-value: Senior Planner — [1007, 1524, 1072, 1536]
fbn-notice: FICTITIOUS BUSINESS NAME STATEMENT File No. 2015-100552 The following person(s) is (are) doing business as: STAFF, 1509 S. BLUFF RD., MONTEBELLO, CA 90640. Full name of registrant(s) is (are) L.A. STAFF, LLC, 1509 S. BLUFF RD., MONTEBELLO, CA 90640. This Business is conducted by: A LIMITED LIABILITY COMPANY. Signed: JOSE ALBERTO HERNANDEZ. This statement was filed with the County Clerk of Los Angeles County on 04/14/2015. The registrant(s) has (have) commenced to transact business under the fictitious business name or names listed above on N/A. NOTICE- This Fictitious Name Statement expires five years from the date it was filed in the office of the County Clerk. A new Fictitious Business Name Statement must be filed prior to that date. The filing of this statement does not of itself authorize the use in this state of a Fictitious Business Name in violation of the rights of another under Federal, State, or common law (See section 14411 et seq. Business and Professions Code)Publish: Mountain Views News Dates Pub: April 18, 25 May 02, 09, 2015 — [6, 923, 223, 1078]
proposed-name-label: Proposed Name: — [480, 2143, 580, 2159]
case-number: NO. VS027116 — [944, 1981, 1032, 1997]
court-orders-text: THE COURT ORDERS that all interested in this matter appear before this court at the hearing indicated below to show cause, if any, why the petition for change of name should not be granted. — [944, 2221, 1356, 2267]
publication-dates: April 18, 25, May 2,9, 2015 — [944, 2413, 1103, 2429]
agency-value: 626.355.7135 — [1036, 359, 1097, 371]
fbn-notice: FICTITIOUS BUSINESS NAME STATEMENT File No. 2015-097917 The following person(s) is (are) doing business as: MGC TRANSPORT, 5091 FEATHER AVE., BALDWIN PARK, CA 91706. Full name of registrant(s) is (are) MARCO A. GONZALEZ CORONA, 5091 FEATHER AVE., BALDWIN PARK, CA 91706. This Business is conducted by: AN INDIVIDUAL. Signed: MARCO A. GONZALEZ CORONA. This statement was filed with the County Clerk of Los Angeles County on 04/10/2015. The registrant(s) has (have) commenced to transact business under the fictitious business name or names listed above on N/A. NOTICE- This Fictitious Name Statement expires five years from the date it was filed in the office of the County Clerk. A new Fictitious Business Name Statement must be filed prior to that date. The filing of this statement does not of itself authorize the use in this state of a Fictitious Business Name in violation of the rights of another under Federal, State, or common law (See section 14411 et seq. Business and Professions Code)Publish: Mountain Views News Dates Pub: April 18, 25 May 02, 09, 2015 — [235, 461, 452, 617]
memo-label: To: — [928, 194, 943, 206]
environmental-issue: Air Quality — [983, 1250, 1034, 1262]
environmental-issue: Greenhouse Gas Emissions — [983, 1301, 1104, 1312]
fbn-notice: FICTITIOUS BUSINESS NAME STATEMENT File No. 2015-099615 The following person(s) is (are) doing business as: RPM 48 SMOG, 8321 S. FIGUEROA ST. L.A., CA 90007. Full name of registrant(s) is (are) FLOR RODRIGUEZ ARTON, 8321 S. FIGUEROA ST. L.A., CA 90003; SANDRA CARRANZA, 4625 S. FIGUEROA ST. #A, L.A., CA 90037. This Business is conducted by: A GENERAL PARTNERSHIP. Signed: FLOR RODRIGUEZ ARTON. This statement was filed with the County Clerk of Los Angeles County on 04/13/2015. The registrant(s) has (have) commenced to transact business under the fictitious business name or names listed above on N/A. NOTICE- This Fictitious Name Statement expires five years from the date it was filed in the office of the County Clerk. A new Fictitious Business Name Statement must be filed prior to that date. The filing of this statement does not of itself authorize the use in this state of a Fictitious Business Name in violation of the rights of another under Federal, State, or common law (See section 14411 et seq. Business and Professions Code)Publish: Mountain Views News Dates Pub: April 18, 25 May 02, 09, 2015 — [464, 289, 682, 453]
fbn-notice: FICTITIOUS BUSINESS NAME STATEMENT File No. 2015-097984 The following person(s) is (are) doing business as: SUKI KEEN, 2271 LOMITA BLVD., LOMITA, CA 90717. Full name of registrant(s) is (are) AKEKACHANT KEESAKORN, 2271 LOMITA BLVD., LOMITA, CA 90717. This Business is conducted by: AN INDIVIDUAL. Signed: AKEKACHANT KEESAKORN. This statement was filed with the County Clerk of Los Angeles County on 04/10/2015. The registrant(s) has (have) commenced to transact business under the fictitious business name or names listed above on N/A. NOTICE- This Fictitious Name Statement expires five years from the date it was filed in the office of the County Clerk. A new Fictitious Business Name Statement must be filed prior to that date. The filing of this statement does not of itself authorize the use in this state of a Fictitious Business Name in violation of the rights of another under Federal, State, or common law (See section 14411 et seq. Business and Professions Code)Publish: Mountain Views News Dates Pub: April 18, 25 May 02, 09, 2015 — [464, 946, 682, 1101]
publication-dates: May 2,9, 16, 23, 2015 — [18, 2413, 146, 2429]
signature-line: Artesia, Ca. 90701 — [321, 2522, 431, 2537]
signature-line: Luisa Jeanette Salcido — [1224, 2491, 1357, 2505]
city-name: CITY OF SIERRA MADRE — [1074, 106, 1300, 122]
osc-heading — [944, 1967, 1359, 1997]
memo-to — [928, 193, 1375, 208]
no-objection-text: If no written objection is timely filed, the court may grant the petition without a hearing. — [944, 2360, 1339, 2391]
